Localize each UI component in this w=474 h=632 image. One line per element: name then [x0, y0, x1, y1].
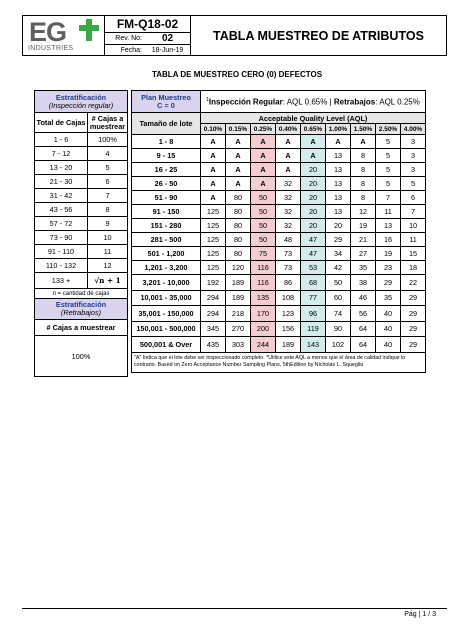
- sample-size-cell: A: [226, 149, 251, 163]
- lot-size-cell: 26 - 50: [132, 177, 201, 191]
- sample-size-cell: 80: [226, 205, 251, 219]
- strat-row: [35, 133, 128, 147]
- sample-size-cell: 13: [326, 191, 351, 205]
- aql-level: 0.10%: [201, 124, 226, 135]
- total-cajas-cell: 13 - 20: [35, 161, 88, 175]
- sample-size-cell: 32: [276, 177, 301, 191]
- sample-size-cell: 125: [201, 219, 226, 233]
- plan-row: [132, 163, 426, 177]
- cajas-muestrear-cell: 5: [88, 161, 128, 175]
- sample-size-cell: 19: [376, 247, 401, 261]
- logo-subtitle: INDUSTRIES: [28, 45, 74, 52]
- sample-size-cell: 13: [326, 163, 351, 177]
- sample-size-cell: 13: [326, 205, 351, 219]
- revision-row: [105, 33, 190, 44]
- revision-value: 02: [161, 33, 174, 44]
- sample-size-cell: 3: [401, 149, 426, 163]
- footer-rule: [22, 608, 447, 609]
- lot-size-cell: 501 - 1,200: [132, 247, 201, 261]
- table-subtitle: TABLA DE MUESTREO CERO (0) DEFECTOS: [151, 70, 323, 79]
- total-cajas-cell: 31 - 42: [35, 189, 88, 203]
- sample-size-cell: 90: [326, 321, 351, 337]
- sample-size-cell: 29: [401, 306, 426, 322]
- sample-size-cell: 192: [201, 275, 226, 291]
- aql-level: 0.25%: [251, 124, 276, 135]
- sample-size-cell: 5: [376, 149, 401, 163]
- sample-size-cell: 47: [301, 233, 326, 247]
- sample-size-cell: 116: [251, 261, 276, 275]
- footnote-source: Based on Zero Acceptance Number Sampling Plans, 5thEdition by Nicholas L. Squeglia: [157, 362, 364, 368]
- sample-size-cell: 35: [376, 290, 401, 306]
- sample-size-cell: 5: [401, 177, 426, 191]
- aql-level: 4.00%: [401, 124, 426, 135]
- sample-size-cell: A: [251, 163, 276, 177]
- sample-size-cell: 19: [351, 219, 376, 233]
- sample-size-cell: 13: [376, 219, 401, 233]
- sample-size-cell: 60: [326, 290, 351, 306]
- sample-size-cell: 125: [201, 205, 226, 219]
- sample-size-cell: 303: [226, 337, 251, 353]
- sample-size-cell: 10: [401, 219, 426, 233]
- sample-size-cell: 156: [276, 321, 301, 337]
- formula-left: 133 +: [35, 273, 88, 289]
- page-number: Pág | 1 / 3: [404, 611, 436, 618]
- sample-size-cell: 218: [226, 306, 251, 322]
- form-code: FM-Q18-02: [105, 16, 190, 33]
- aql-header: Acceptable Quality Level (AQL): [201, 113, 426, 124]
- sample-size-cell: 294: [201, 306, 226, 322]
- sample-size-cell: 23: [376, 261, 401, 275]
- cajas-muestrear-cell: 9: [88, 217, 128, 231]
- note-regular: Inspección Regular: [208, 97, 283, 107]
- sample-size-cell: 125: [201, 233, 226, 247]
- sample-size-cell: 56: [351, 306, 376, 322]
- muestrear-label: # Cajas a muestrear: [35, 320, 128, 336]
- strat-header: [35, 91, 128, 113]
- aql-note: [201, 91, 426, 113]
- sample-size-cell: 102: [326, 337, 351, 353]
- cajas-muestrear-cell: 6: [88, 175, 128, 189]
- sample-size-cell: 13: [326, 149, 351, 163]
- sample-size-cell: 270: [226, 321, 251, 337]
- plan-row: [132, 261, 426, 275]
- total-cajas-cell: 1 - 6: [35, 133, 88, 147]
- sample-size-cell: 116: [251, 275, 276, 291]
- document-header: [22, 15, 447, 56]
- n-note: n = cantidad de cajas: [35, 289, 128, 299]
- sample-size-cell: 3: [401, 163, 426, 177]
- plan-row: [132, 219, 426, 233]
- sample-size-cell: 8: [351, 149, 376, 163]
- sample-size-cell: 123: [276, 306, 301, 322]
- date-label: Fecha:: [120, 47, 142, 54]
- sample-size-cell: A: [326, 135, 351, 149]
- sample-size-cell: 32: [276, 191, 301, 205]
- sample-size-cell: 8: [351, 191, 376, 205]
- sample-size-cell: 29: [401, 321, 426, 337]
- cajas-muestrear-cell: 7: [88, 189, 128, 203]
- sample-size-cell: A: [201, 149, 226, 163]
- sample-size-cell: 50: [251, 205, 276, 219]
- strat-row: [35, 161, 128, 175]
- logo-wordmark: EG: [29, 17, 67, 47]
- document-control-box: [105, 16, 191, 55]
- sample-size-cell: 42: [326, 261, 351, 275]
- sample-size-cell: 20: [301, 205, 326, 219]
- sample-size-cell: 32: [276, 205, 301, 219]
- sample-size-cell: 125: [201, 261, 226, 275]
- note-sup: 1: [206, 96, 209, 103]
- company-logo: [23, 16, 105, 55]
- cajas-muestrear-cell: 10: [88, 231, 128, 245]
- muestrear-value: 100%: [35, 336, 128, 377]
- sample-size-cell: 13: [326, 177, 351, 191]
- strat-row: [35, 203, 128, 217]
- aql-level: 1.00%: [326, 124, 351, 135]
- sample-size-cell: 200: [251, 321, 276, 337]
- sample-size-cell: A: [251, 135, 276, 149]
- col-cajas-muestrear: # Cajas a muestrear: [88, 113, 128, 133]
- sample-size-cell: 53: [301, 261, 326, 275]
- sample-size-cell: 125: [201, 247, 226, 261]
- total-cajas-cell: 7 - 12: [35, 147, 88, 161]
- date-row: [105, 44, 190, 55]
- sample-size-cell: 435: [201, 337, 226, 353]
- sample-size-cell: 20: [301, 219, 326, 233]
- sample-size-cell: 29: [401, 290, 426, 306]
- aql-level: 1.50%: [351, 124, 376, 135]
- cajas-muestrear-cell: 11: [88, 245, 128, 259]
- sample-size-cell: 143: [301, 337, 326, 353]
- sample-size-cell: 11: [376, 205, 401, 219]
- sample-size-cell: 73: [276, 247, 301, 261]
- sample-size-cell: 170: [251, 306, 276, 322]
- plan-row: [132, 337, 426, 353]
- plan-row: [132, 205, 426, 219]
- col-total-cajas: Total de Cajas: [35, 113, 88, 133]
- sample-size-cell: 96: [301, 306, 326, 322]
- sample-size-cell: 119: [301, 321, 326, 337]
- plan-row: [132, 321, 426, 337]
- sample-size-cell: 80: [226, 233, 251, 247]
- sample-size-cell: 80: [226, 219, 251, 233]
- sample-size-cell: 38: [351, 275, 376, 291]
- sample-size-cell: 5: [376, 177, 401, 191]
- sample-size-cell: 244: [251, 337, 276, 353]
- lot-size-cell: 1 - 8: [132, 135, 201, 149]
- cajas-muestrear-cell: 100%: [88, 133, 128, 147]
- document-title: TABLA MUESTREO DE ATRIBUTOS: [213, 28, 424, 43]
- sample-size-cell: 35: [351, 261, 376, 275]
- lot-size-cell: 9 - 15: [132, 149, 201, 163]
- total-cajas-cell: 57 - 72: [35, 217, 88, 231]
- aql-level: 0.15%: [226, 124, 251, 135]
- note-regular-value: : AQL 0.65% |: [282, 97, 334, 107]
- sample-size-cell: 27: [351, 247, 376, 261]
- sample-size-cell: 5: [376, 163, 401, 177]
- retrabajos-title: Estratificación: [55, 300, 107, 309]
- total-cajas-cell: 110 - 132: [35, 259, 88, 273]
- sample-size-cell: 294: [201, 290, 226, 306]
- sample-size-cell: 50: [326, 275, 351, 291]
- lot-size-cell: 151 - 280: [132, 219, 201, 233]
- sample-size-cell: 3: [401, 135, 426, 149]
- sample-size-cell: 11: [401, 233, 426, 247]
- sample-size-cell: 135: [251, 290, 276, 306]
- sample-size-cell: 48: [276, 233, 301, 247]
- plan-c: C = 0: [157, 100, 175, 110]
- plan-title: Plan Muestreo: [141, 92, 191, 102]
- retrabajos-header: [35, 299, 128, 320]
- lot-size-cell: 1,201 - 3,200: [132, 261, 201, 275]
- aql-level: 0.40%: [276, 124, 301, 135]
- sample-size-cell: A: [226, 135, 251, 149]
- sample-size-cell: 21: [351, 233, 376, 247]
- strat-row: [35, 189, 128, 203]
- sample-size-cell: 80: [226, 247, 251, 261]
- sample-size-cell: 29: [401, 337, 426, 353]
- sample-size-cell: A: [201, 163, 226, 177]
- plan-row: [132, 306, 426, 322]
- cajas-muestrear-cell: 12: [88, 259, 128, 273]
- sample-size-cell: 47: [301, 247, 326, 261]
- plan-row: [132, 135, 426, 149]
- retrabajos-subtitle: (Retrabajos): [60, 308, 102, 317]
- stratification-table: [34, 90, 128, 377]
- plan-row: [132, 247, 426, 261]
- sample-size-cell: A: [251, 177, 276, 191]
- strat-row: [35, 147, 128, 161]
- total-cajas-cell: 21 - 30: [35, 175, 88, 189]
- lot-size-cell: 16 - 25: [132, 163, 201, 177]
- sample-size-cell: 345: [201, 321, 226, 337]
- sample-size-cell: 64: [351, 337, 376, 353]
- cajas-muestrear-cell: 8: [88, 203, 128, 217]
- plan-row: [132, 149, 426, 163]
- sample-size-cell: 7: [401, 205, 426, 219]
- lot-size-cell: 150,001 - 500,000: [132, 321, 201, 337]
- lot-size-cell: 91 - 150: [132, 205, 201, 219]
- revision-label: Rev. No:: [115, 35, 142, 42]
- sample-size-cell: 189: [276, 337, 301, 353]
- total-cajas-cell: 43 - 56: [35, 203, 88, 217]
- lot-size-header: Tamaño de lote: [132, 113, 201, 135]
- sample-size-cell: 34: [326, 247, 351, 261]
- sample-size-cell: 7: [376, 191, 401, 205]
- sample-size-cell: A: [251, 149, 276, 163]
- sample-size-cell: 29: [326, 233, 351, 247]
- sample-size-cell: 6: [401, 191, 426, 205]
- strat-title: Estratificación: [55, 92, 107, 102]
- total-cajas-cell: 91 - 110: [35, 245, 88, 259]
- sample-size-cell: 29: [376, 275, 401, 291]
- sample-size-cell: 18: [401, 261, 426, 275]
- sample-size-cell: 189: [226, 275, 251, 291]
- sample-size-cell: 16: [376, 233, 401, 247]
- aql-level: 2.50%: [376, 124, 401, 135]
- sample-size-cell: 120: [226, 261, 251, 275]
- plan-header: [132, 91, 201, 113]
- sample-size-cell: 40: [376, 321, 401, 337]
- strat-row: [35, 231, 128, 245]
- sample-size-cell: 73: [276, 261, 301, 275]
- lot-size-cell: 500,001 & Over: [132, 337, 201, 353]
- footnote: [132, 352, 426, 372]
- sample-size-cell: A: [226, 163, 251, 177]
- date-value: 18-Jun-19: [151, 47, 184, 54]
- sample-size-cell: 20: [326, 219, 351, 233]
- plan-row: [132, 275, 426, 291]
- lot-size-cell: 3,201 - 10,000: [132, 275, 201, 291]
- sample-size-cell: 20: [301, 191, 326, 205]
- plan-row: [132, 191, 426, 205]
- sample-size-cell: A: [276, 135, 301, 149]
- sample-size-cell: A: [351, 135, 376, 149]
- sample-size-cell: A: [201, 177, 226, 191]
- sample-size-cell: 50: [251, 191, 276, 205]
- sample-size-cell: 15: [401, 247, 426, 261]
- lot-size-cell: 51 - 90: [132, 191, 201, 205]
- sample-size-cell: A: [201, 191, 226, 205]
- sample-size-cell: A: [276, 163, 301, 177]
- strat-row: [35, 175, 128, 189]
- lot-size-cell: 35,001 - 150,000: [132, 306, 201, 322]
- sample-size-cell: 8: [351, 163, 376, 177]
- sampling-plan-table: [131, 90, 426, 373]
- sample-size-cell: 40: [376, 337, 401, 353]
- note-retrabajos: Retrabajos: [333, 97, 376, 107]
- formula-right: √n + 1: [88, 273, 128, 289]
- strat-row: [35, 259, 128, 273]
- strat-subtitle: (Inspección regular): [48, 100, 114, 110]
- plan-row: [132, 233, 426, 247]
- sample-size-cell: 64: [351, 321, 376, 337]
- sample-size-cell: 108: [276, 290, 301, 306]
- footnote-text: "A" Indica que el lote debe ser inspeccionado completo. *Utilice este AQL a menos que el área de calidad indique lo contrario.: [134, 355, 406, 368]
- note-retrabajos-value: : AQL 0.25%: [375, 97, 420, 107]
- sample-size-cell: 74: [326, 306, 351, 322]
- sample-size-cell: 80: [226, 191, 251, 205]
- sample-size-cell: A: [301, 149, 326, 163]
- sample-size-cell: 22: [401, 275, 426, 291]
- plan-row: [132, 290, 426, 306]
- strat-row: [35, 217, 128, 231]
- sample-size-cell: 8: [351, 177, 376, 191]
- sample-size-cell: 32: [276, 219, 301, 233]
- strat-row: [35, 245, 128, 259]
- sample-size-cell: 20: [301, 163, 326, 177]
- lot-size-cell: 281 - 500: [132, 233, 201, 247]
- plus-logo-icon: [79, 19, 99, 41]
- sample-size-cell: 189: [226, 290, 251, 306]
- sample-size-cell: 86: [276, 275, 301, 291]
- sample-size-cell: 77: [301, 290, 326, 306]
- plan-row: [132, 177, 426, 191]
- total-cajas-cell: 73 - 90: [35, 231, 88, 245]
- sample-size-cell: 20: [301, 177, 326, 191]
- sample-size-cell: A: [201, 135, 226, 149]
- sample-size-cell: 5: [376, 135, 401, 149]
- sample-size-cell: 46: [351, 290, 376, 306]
- sample-size-cell: 75: [251, 247, 276, 261]
- aql-level: 0.65%: [301, 124, 326, 135]
- sample-size-cell: 68: [301, 275, 326, 291]
- sample-size-cell: 40: [376, 306, 401, 322]
- sample-size-cell: 50: [251, 219, 276, 233]
- lot-size-cell: 10,001 - 35,000: [132, 290, 201, 306]
- sample-size-cell: A: [276, 149, 301, 163]
- sample-size-cell: A: [226, 177, 251, 191]
- sample-size-cell: 12: [351, 205, 376, 219]
- cajas-muestrear-cell: 4: [88, 147, 128, 161]
- sample-size-cell: A: [301, 135, 326, 149]
- sample-size-cell: 50: [251, 233, 276, 247]
